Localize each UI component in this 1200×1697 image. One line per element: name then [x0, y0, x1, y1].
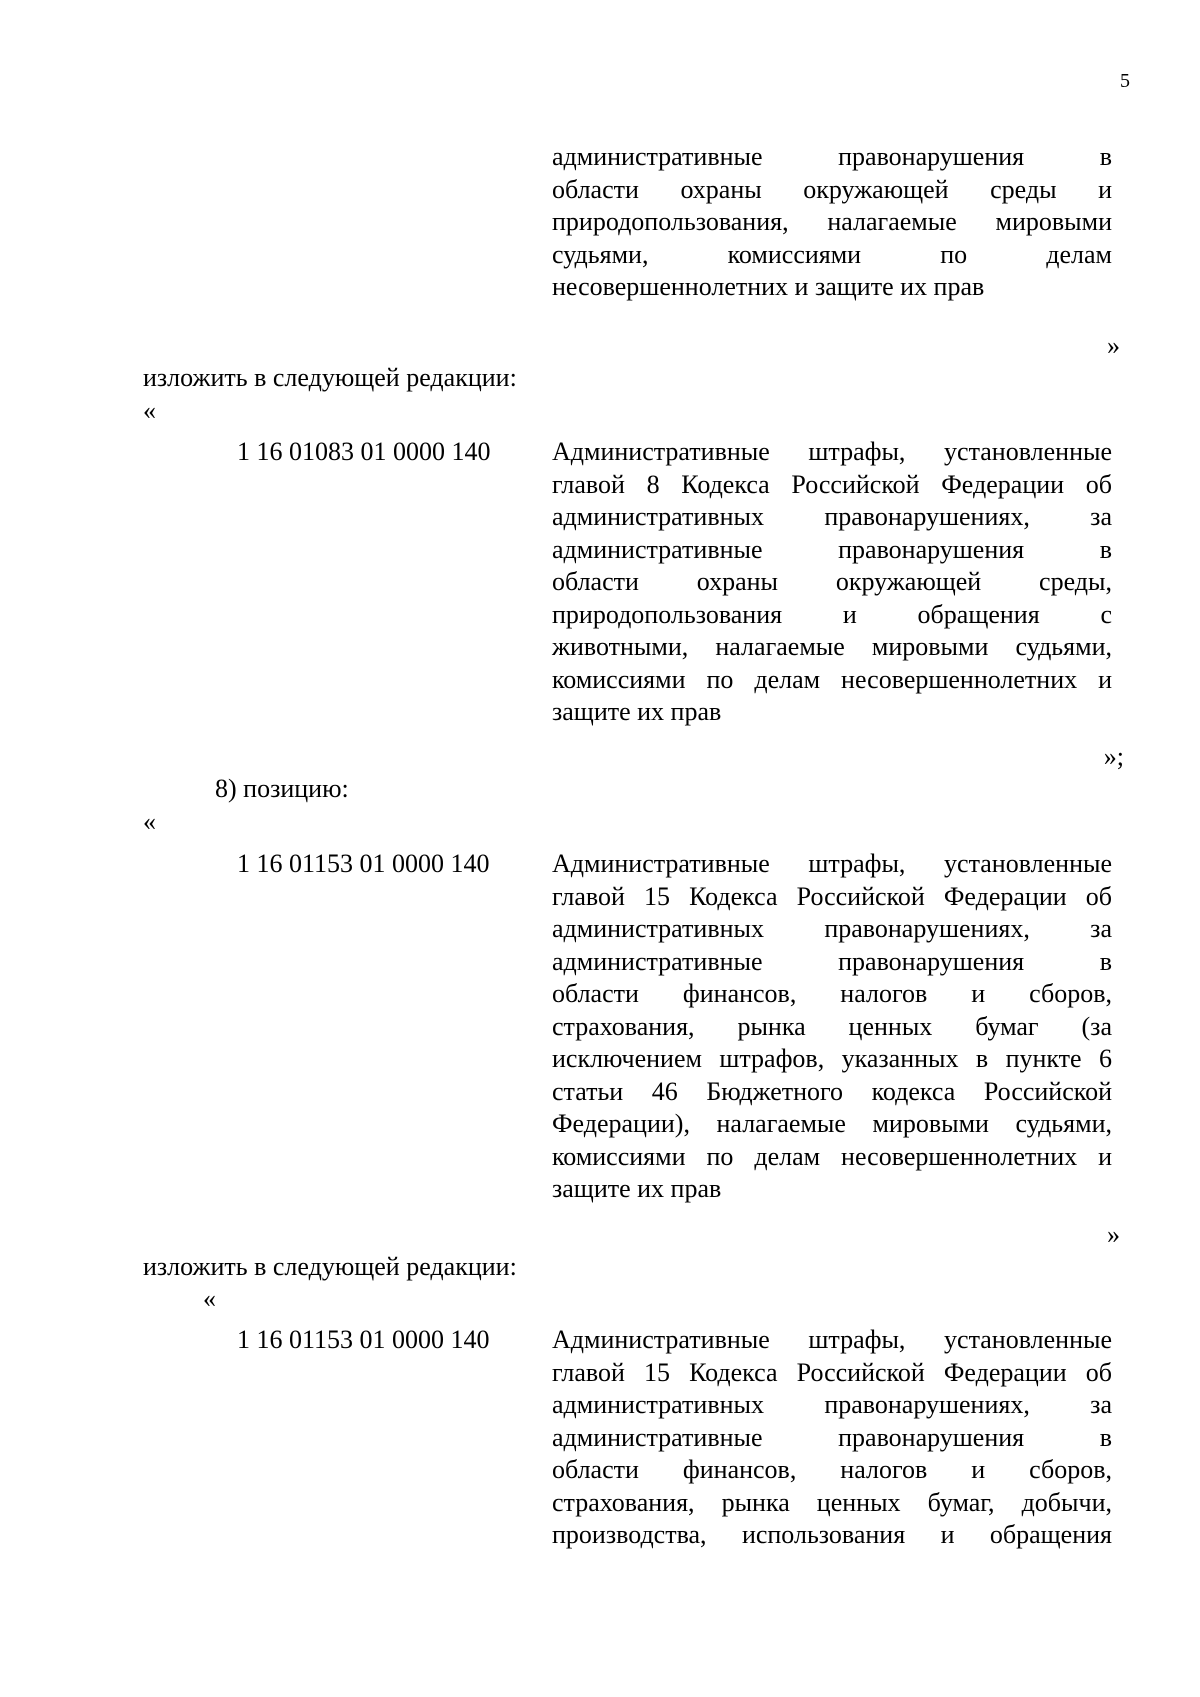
description-line: комиссиями по делам несовершеннолетних и: [552, 664, 1112, 694]
description-block-1: [552, 436, 1112, 729]
budget-code-1: 1 16 01083 01 0000 140: [237, 437, 491, 466]
edit-phrase-2: изложить в следующей редакции:: [143, 1252, 517, 1281]
description-line: главой 8 Кодекса Российской Федерации об: [552, 469, 1112, 499]
description-line: административных правонарушениях, за: [552, 502, 1112, 531]
description-line: административных правонарушениях, за: [552, 1390, 1112, 1419]
open-quote-2: «: [143, 807, 156, 836]
description-line: природопользования и обращения с: [552, 599, 1112, 629]
description-line: производства, использования и обращения: [552, 1520, 1112, 1549]
description-block-2: [552, 848, 1112, 1206]
description-line: области финансов, налогов и сборов,: [552, 1455, 1112, 1484]
description-line: Федерации), налагаемые мировыми судьями,: [552, 1109, 1112, 1138]
description-line: области охраны окружающей среды,: [552, 567, 1112, 596]
description-line: области финансов, налогов и сборов,: [552, 979, 1112, 1008]
description-line: административные правонарушения в: [552, 946, 1112, 976]
description-line: административные правонарушения в: [552, 142, 1112, 171]
edit-phrase-1: изложить в следующей редакции:: [143, 363, 517, 392]
description-line: административные правонарушения в: [552, 534, 1112, 564]
description-line: животными, налагаемые мировыми судьями,: [552, 632, 1112, 661]
description-line: Административные штрафы, установленные: [552, 849, 1112, 878]
page-number: 5: [1120, 70, 1130, 92]
description-line: главой 15 Кодекса Российской Федерации об: [552, 881, 1112, 911]
open-quote-1: «: [143, 396, 156, 425]
description-line: Административные штрафы, установленные: [552, 1325, 1112, 1354]
description-line: страхования, рынка ценных бумаг, добычи,: [552, 1487, 1112, 1517]
description-line: природопользования, налагаемые мировыми: [552, 207, 1112, 236]
description-line: главой 15 Кодекса Российской Федерации об: [552, 1357, 1112, 1387]
description-line: административных правонарушениях, за: [552, 914, 1112, 943]
description-line: административные правонарушения в: [552, 1422, 1112, 1452]
description-line: статьи 46 Бюджетного кодекса Российской: [552, 1076, 1112, 1106]
open-quote-3: «: [203, 1284, 216, 1313]
description-line: защите их прав: [552, 697, 722, 726]
description-block-0: [552, 141, 1112, 304]
budget-code-2: 1 16 01153 01 0000 140: [237, 849, 490, 878]
description-line: защите их прав: [552, 1174, 722, 1203]
description-line: судьями, комиссиями по делам: [552, 239, 1112, 269]
description-line: Административные штрафы, установленные: [552, 437, 1112, 466]
description-block-3: [552, 1324, 1112, 1552]
position-label: 8) позицию:: [215, 774, 349, 803]
close-quote-0: »: [1107, 331, 1120, 360]
description-line: несовершеннолетних и защите их прав: [552, 272, 985, 301]
description-line: исключением штрафов, указанных в пункте 6: [552, 1044, 1112, 1073]
close-quote-1: »;: [1103, 742, 1124, 771]
description-line: страхования, рынка ценных бумаг (за: [552, 1011, 1112, 1041]
close-quote-2: »: [1107, 1220, 1120, 1249]
budget-code-3: 1 16 01153 01 0000 140: [237, 1325, 490, 1354]
description-line: области охраны окружающей среды и: [552, 174, 1112, 204]
description-line: комиссиями по делам несовершеннолетних и: [552, 1141, 1112, 1171]
